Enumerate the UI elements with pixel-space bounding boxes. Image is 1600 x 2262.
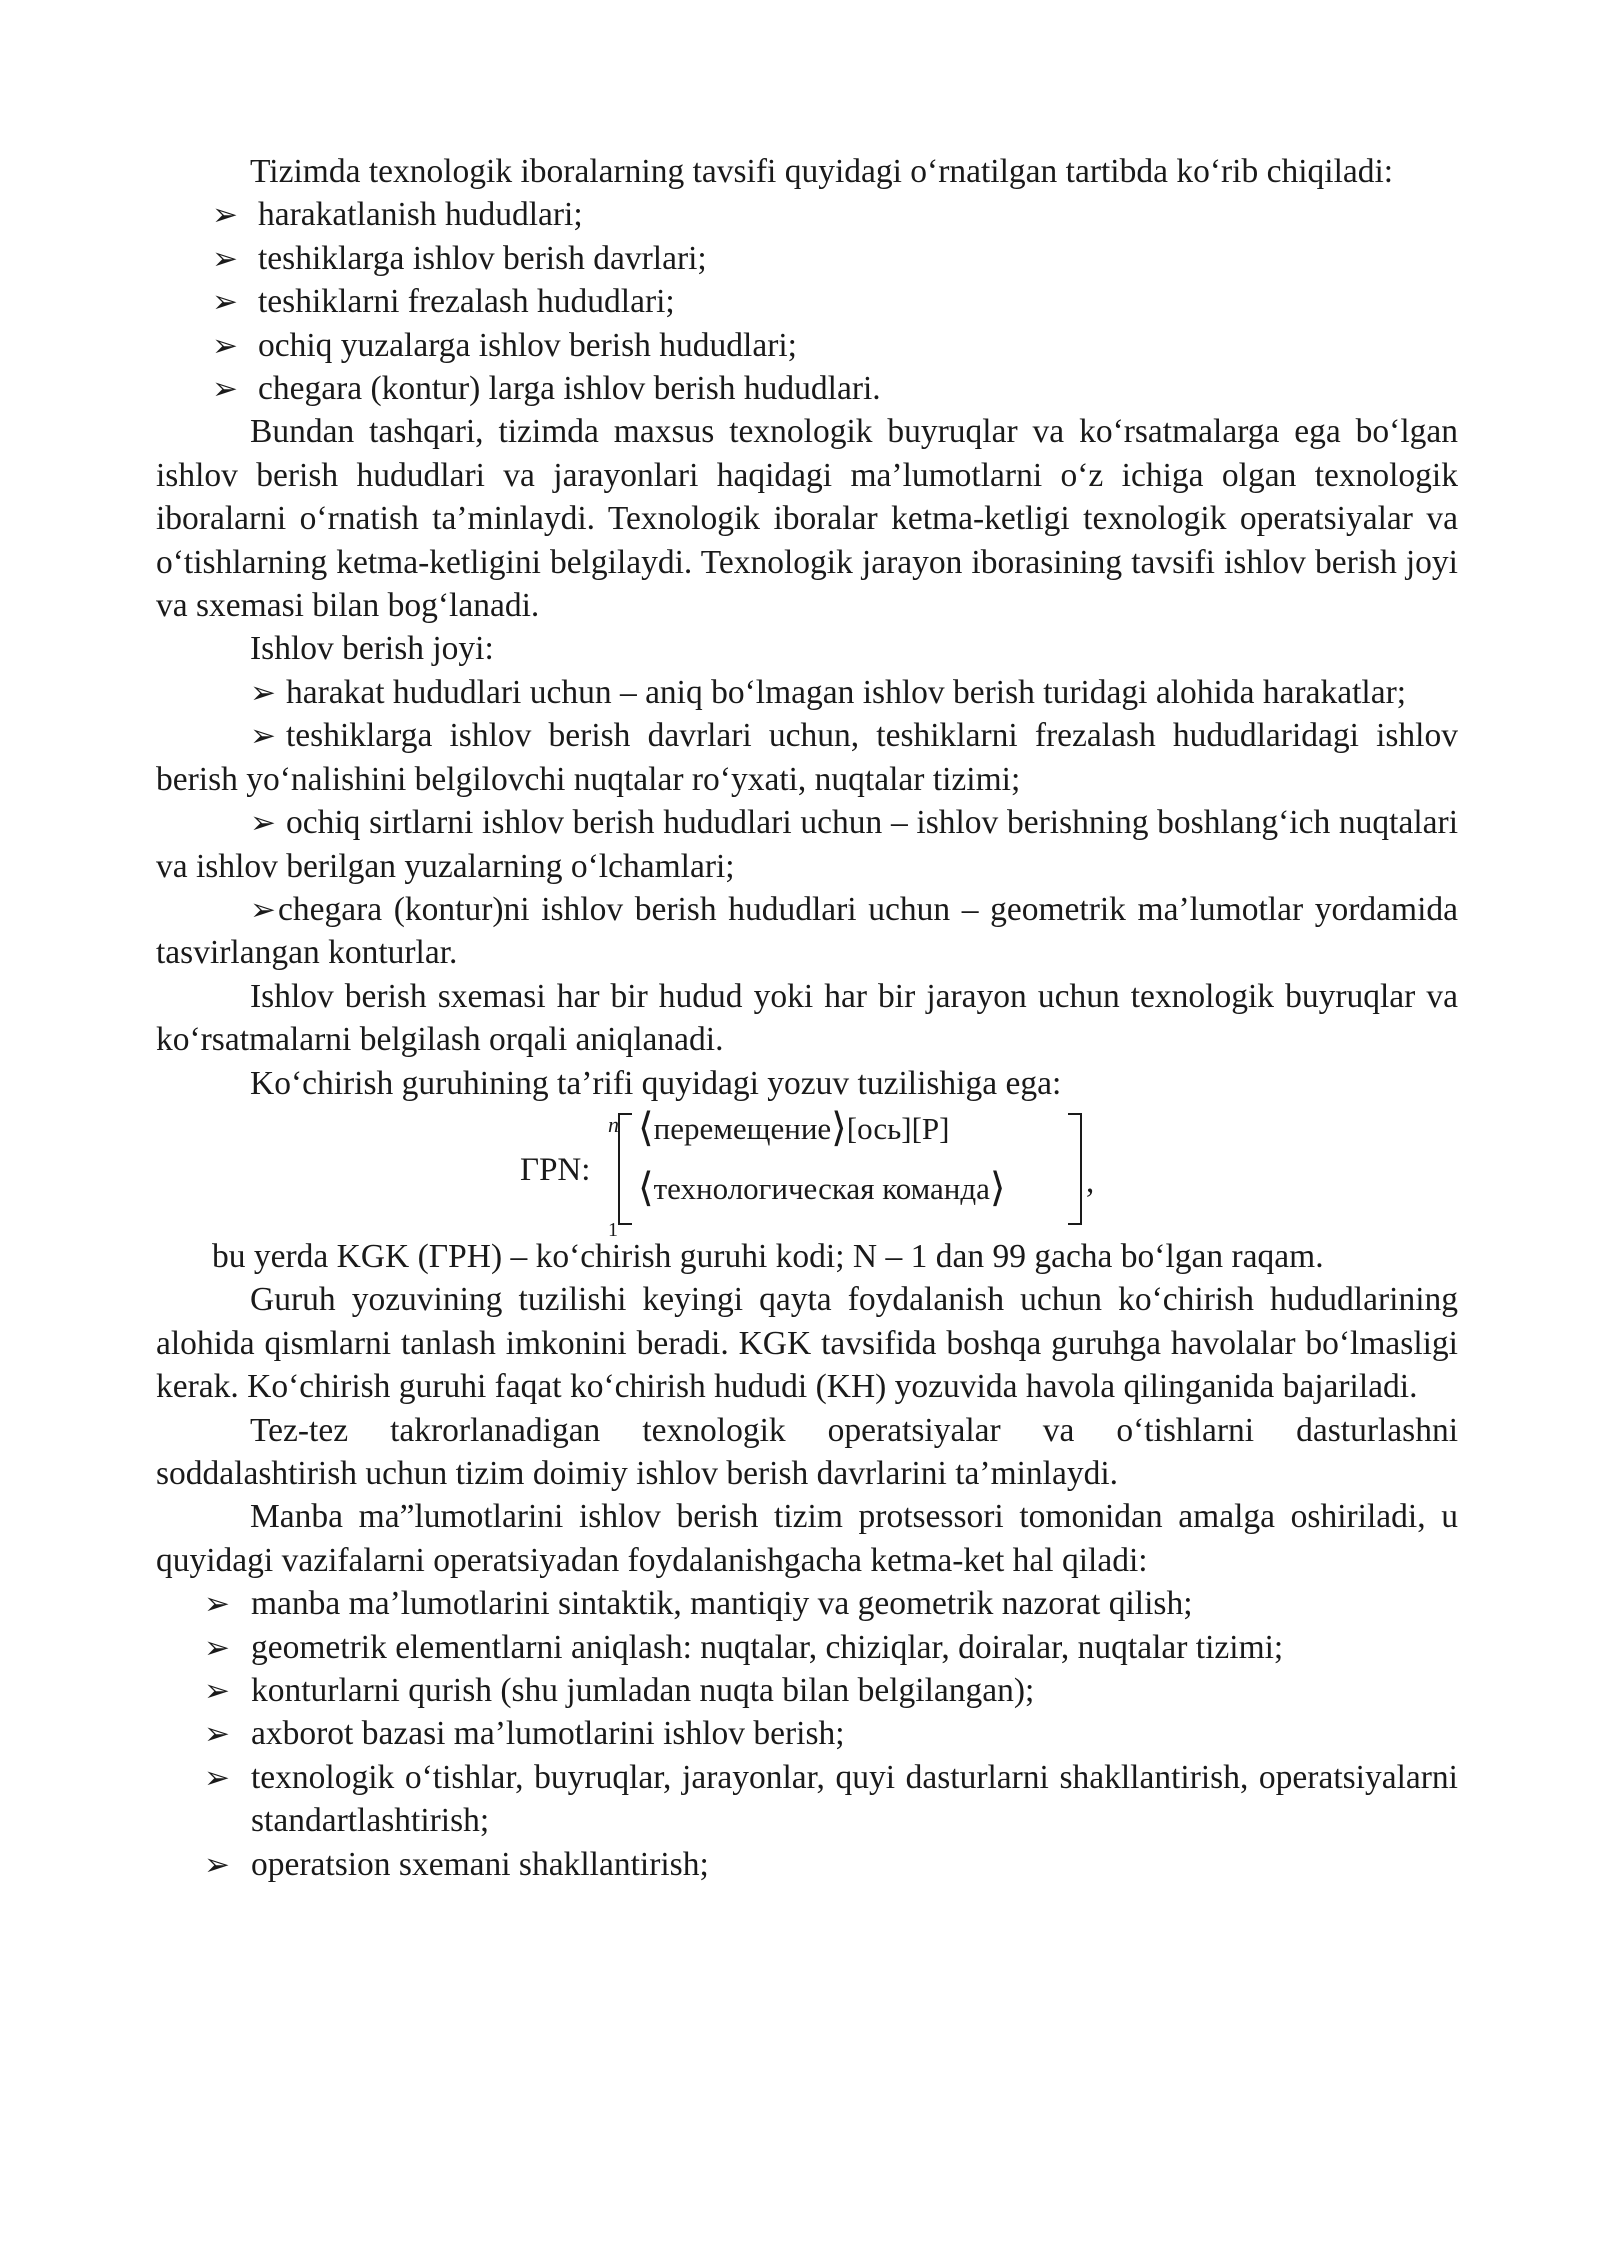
arrow-bullet-icon: ➢ (250, 891, 276, 927)
list-item: ➢ harakat hududlari uchun – aniq bo‘lmagan ishlov berish turidagi alohida harakatlar; (250, 673, 1407, 711)
formula-upper-limit: n (608, 1111, 619, 1137)
arrow-bullet-icon: ➢ (204, 1586, 230, 1622)
arrow-bullet-icon: ➢ (212, 371, 238, 407)
list-item: ➢ geometrik elementlarni aniqlash: nuqtalar, chiziqlar, doiralar, nuqtalar tizimi; (156, 1626, 1458, 1669)
paragraph-group-definition: Ko‘chirish guruhining ta’rifi quyidagi yozuv tuzilishiga ega: (250, 1064, 1062, 1102)
arrow-bullet-icon: ➢ (250, 805, 276, 841)
list-item: ➢chegara (kontur)ni ishlov berish hududlari uchun – geometrik ma’lumotlar yordamida tasvirlangan konturlar. (156, 890, 1458, 972)
arrow-bullet-icon: ➢ (212, 327, 238, 363)
arrow-bullet-icon: ➢ (212, 197, 238, 233)
list-item: ➢ konturlarni qurish (shu jumladan nuqta bilan belgilangan); (156, 1669, 1458, 1712)
paragraph-intro: Tizimda texnologik iboralarning tavsifi quyidagi o‘rnatilgan tartibda ko‘rib chiqiladi: (250, 153, 1394, 190)
formula-left-bracket (618, 1113, 632, 1225)
list-item: ➢ teshiklarni frezalash hududlari; (156, 280, 1458, 323)
paragraph-processing-place: Ishlov berish joyi: (250, 630, 494, 668)
list-item: ➢ operatsion sxemani shakllantirish; (156, 1843, 1458, 1886)
list-item: ➢ axborot bazasi ma’lumotlarini ishlov berish; (156, 1712, 1458, 1755)
list-item: ➢ teshiklarga ishlov berish davrlari; (156, 237, 1458, 280)
bullet-list-processing-place (156, 671, 1458, 975)
arrow-bullet-icon: ➢ (204, 1716, 230, 1752)
formula-lower-limit: 1 (608, 1218, 618, 1241)
list-item: ➢ harakatlanish hududlari; (156, 193, 1458, 236)
bullet-list-processor-tasks (156, 1582, 1458, 1886)
formula-row-1-term: перемещение (653, 1110, 832, 1146)
paragraph-cycles: Tez-tez takrorlanadigan texnologik operatsiyalar va o‘tishlarni dasturlashni soddalashtirish uchun tizim doimiy ishlov berish davrlarini ta’minlaydi. (156, 1411, 1458, 1492)
formula-row-1-suffix: [ось][P] (846, 1110, 950, 1146)
formula-row-2-term: технологическая команда (653, 1170, 990, 1206)
list-item: ➢ ochiq sirtlarni ishlov berish hududlari uchun – ishlov berishning boshlang‘ich nuqtalari va ishlov berilgan yuzalarning o‘lchamlari; (156, 804, 1458, 885)
bullet-list-phrases (156, 193, 1458, 410)
arrow-bullet-icon: ➢ (204, 1629, 230, 1665)
list-item: ➢ ochiq yuzalarga ishlov berish hududlari; (156, 324, 1458, 367)
arrow-bullet-icon: ➢ (204, 1673, 230, 1708)
arrow-bullet-icon: ➢ (250, 718, 276, 754)
paragraph-processing-scheme: Ishlov berish sxemasi har bir hudud yoki har bir jarayon uchun texnologik buyruqlar va ko‘rsatmalarni belgilash orqali aniqlanadi. (156, 977, 1458, 1059)
formula-row-1: ⟨перемещение⟩[ось][P] (638, 1104, 950, 1150)
arrow-bullet-icon: ➢ (204, 1759, 230, 1795)
formula-block (156, 1104, 1458, 1241)
document-page (156, 150, 1458, 1886)
arrow-bullet-icon: ➢ (204, 1846, 230, 1882)
paragraph-processor: Manba ma”lumotlarini ishlov berish tizim protsessori tomonidan amalga oshiriladi, u quyidagi vazifalarni operatsiyadan foydalanishgacha ketma-ket hal qiladi: (156, 1498, 1458, 1579)
arrow-bullet-icon: ➢ (212, 240, 238, 276)
formula-right-bracket (1068, 1113, 1082, 1225)
formula-row-2: ⟨технологическая команда⟩ (638, 1164, 1006, 1210)
paragraph-group-structure: Guruh yozuvining tuzilishi keyingi qayta foydalanish uchun ko‘chirish hududlarining alohida qismlarni tanlash imkonini beradi. KGK tavsifida boshqa guruhga havolalar bo‘lmasligi kerak. Ko‘chirish guruhi faqat ko‘chirish hududi (KH) yozuvida havola qilinganida bajariladi. (156, 1281, 1458, 1406)
formula-lhs: ГРN: (520, 1151, 591, 1188)
list-item: ➢ texnologik o‘tishlar, buyruqlar, jarayonlar, quyi dasturlarni shakllantirish, operatsiyalarni standartlashtirish; (156, 1756, 1458, 1843)
formula-trailing: , (1086, 1163, 1095, 1200)
arrow-bullet-icon: ➢ (212, 284, 238, 320)
list-item: ➢ teshiklarga ishlov berish davrlari uchun, teshiklarni frezalash hududlaridagi ishlov berish yo‘nalishini belgilovchi nuqtalar ro‘yxati, nuqtalar tizimi; (156, 717, 1458, 798)
arrow-bullet-icon: ➢ (250, 674, 276, 710)
paragraph-where: bu yerda KGK (ГРН) – ko‘chirish guruhi kodi; N – 1 dan 99 gacha bo‘lgan raqam. (212, 1237, 1324, 1275)
paragraph-tech-phrases: Bundan tashqari, tizimda maxsus texnologik buyruqlar va ko‘rsatmalarga ega bo‘lgan ishlov berish hududlari va jarayonlari haqidagi ma’lumotlarni o‘z ichiga olgan texnologik iboralarni o‘rnatish ta’minlaydi. Texnologik iboralar ketma-ketligi texnologik operatsiyalar va o‘tishlarning ketma-ketligini belgilaydi. Texnologik jarayon iborasining tavsifi ishlov berish joyi va sxemasi bilan bog‘lanadi. (156, 413, 1458, 625)
list-item: ➢ chegara (kontur) larga ishlov berish hududlari. (156, 367, 1458, 410)
list-item: ➢ manba ma’lumotlarini sintaktik, mantiqiy va geometrik nazorat qilish; (156, 1582, 1458, 1625)
